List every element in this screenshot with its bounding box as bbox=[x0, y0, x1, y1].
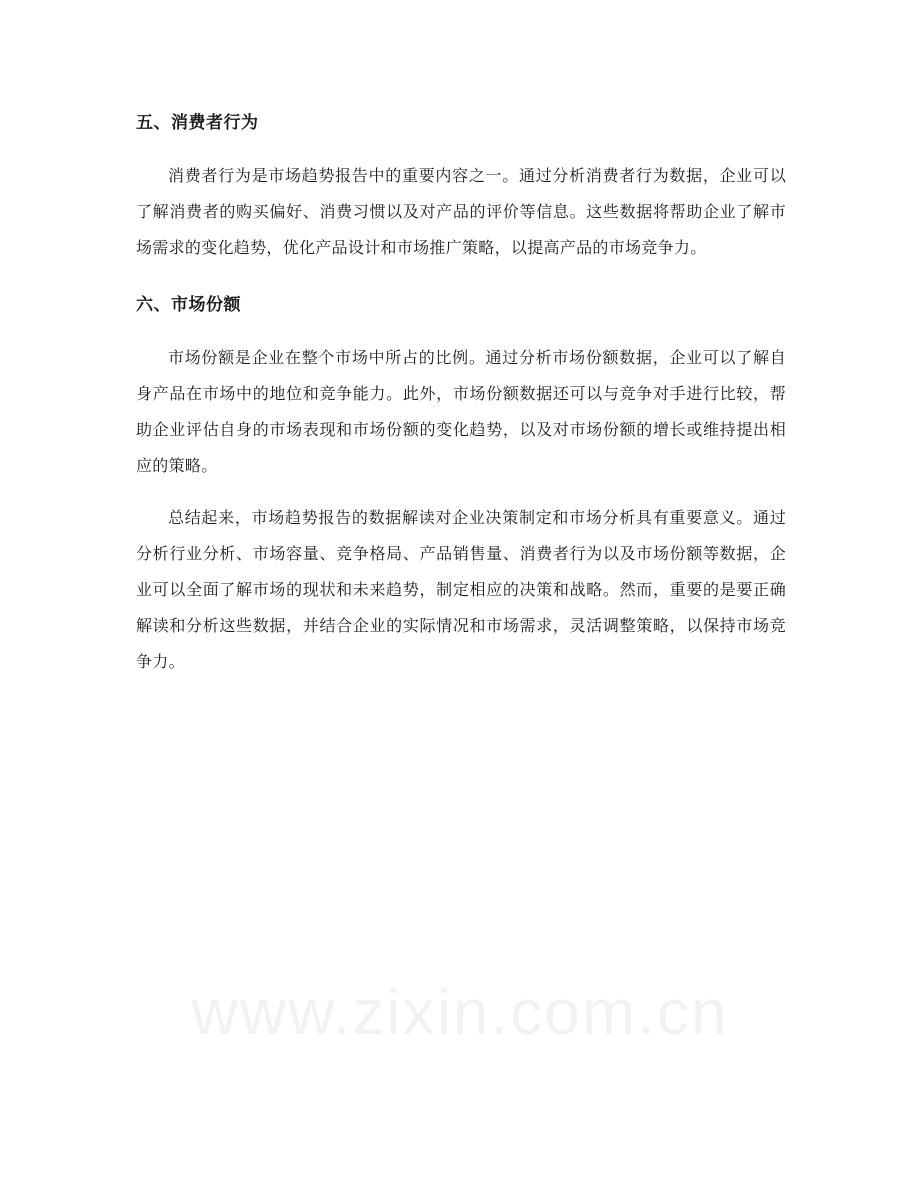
paragraph-conclusion: 总结起来，市场趋势报告的数据解读对企业决策制定和市场分析具有重要意义。通过分析行业分析、市场容量、竞争格局、产品销售量、消费者行为以及市场份额等数据，企业可以全面了解市场的现状和未来趋势，制定相应的决策和战略。然而，重要的是要正确解读和分析这些数据，并结合企业的实际情况和市场需求，灵活调整策略，以保持市场竞争力。 bbox=[136, 508, 786, 671]
section-heading-consumer-behavior: 五、消费者行为 bbox=[136, 113, 259, 133]
section-heading-market-share: 六、市场份额 bbox=[136, 295, 241, 315]
paragraph-consumer-behavior: 消费者行为是市场趋势报告中的重要内容之一。通过分析消费者行为数据，企业可以了解消费者的购买偏好、消费习惯以及对产品的评价等信息。这些数据将帮助企业了解市场需求的变化趋势，优化产品设计和市场推广策略，以提高产品的市场竞争力。 bbox=[136, 166, 786, 257]
document-page bbox=[136, 106, 786, 696]
paragraph-market-share: 市场份额是企业在整个市场中所占的比例。通过分析市场份额数据，企业可以了解自身产品在市场中的地位和竞争能力。此外，市场份额数据还可以与竞争对手进行比较，帮助企业评估自身的市场表现和市场份额的变化趋势，以及对市场份额的增长或维持提出相应的策略。 bbox=[136, 348, 786, 475]
watermark: www.zixin.com.cn bbox=[191, 976, 729, 1048]
